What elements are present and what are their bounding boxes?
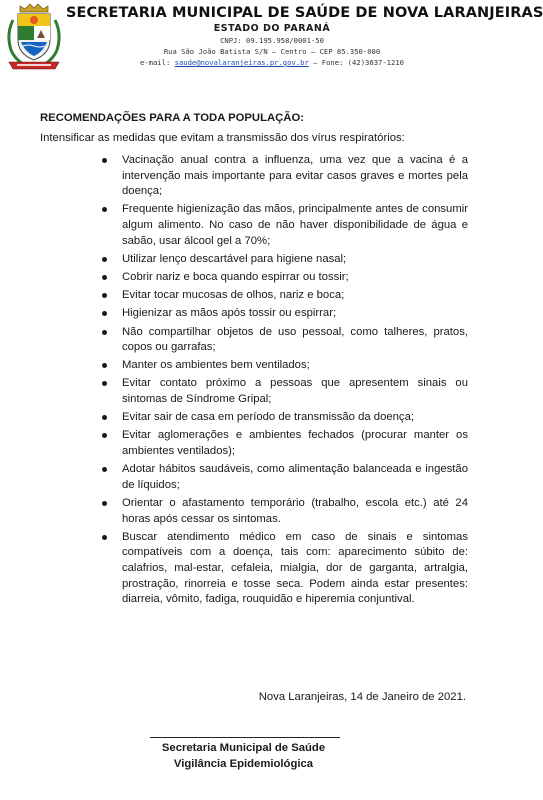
list-item-text: Não compartilhar objetos de uso pessoal, como talheres, pratos, copos ou garrafas; [122,325,468,354]
list-item [100,358,468,374]
recommendations-list [100,153,468,610]
list-item-text: Buscar atendimento médico em caso de sinais e sintomas compatíveis com a doença, tais com: aparecimento súbito de: calafrios, mal-estar, cefaleia, mialgia, dor de garganta, artralgia, prostração, rinorreia e tosse seca. Podem ainda estar presentes: diarreia, vômito, fadiga, rouquidão e hiperemia conjuntival. [122,530,468,606]
list-item [100,270,468,286]
signature-department: Secretaria Municipal de Saúde [161,742,326,754]
letterhead [66,4,543,68]
signature-unit: Vigilância Epidemiológica [173,758,314,770]
bullet-icon [102,293,107,298]
list-item [100,530,468,608]
list-item [100,410,468,426]
letterhead-contact [66,57,478,68]
list-item [100,306,468,322]
bullet-icon [102,311,107,316]
letterhead-address: Rua São João Batista S/N – Centro – CEP 85.350-000 [163,47,381,56]
list-item-text: Utilizar lenço descartável para higiene nasal; [122,252,347,265]
list-item-text: Adotar hábitos saudáveis, como alimentação balanceada e ingestão de líquidos; [122,463,468,491]
bullet-icon [102,381,107,386]
bullet-icon [102,363,107,368]
bullet-icon [102,257,107,262]
bullet-icon [102,467,107,472]
list-item [100,252,468,268]
list-item-text: Evitar contato próximo a pessoas que apresentem sinais ou sintomas de Síndrome Gripal; [122,377,468,406]
bullet-icon [102,501,107,506]
bullet-icon [102,433,107,438]
list-item-text: Evitar aglomerações e ambientes fechados (procurar manter os ambientes ventilados); [122,429,468,458]
bullet-icon [102,207,107,212]
list-item [100,288,468,304]
letterhead-state: ESTADO DO PARANÁ [213,23,331,34]
list-item-text: Manter os ambientes bem ventilados; [122,359,310,372]
list-item [100,153,468,200]
letterhead-title: SECRETARIA MUNICIPAL DE SAÚDE DE NOVA LARANJEIRAS [66,5,543,21]
date-line: Nova Laranjeiras, 14 de Janeiro de 2021. [258,691,466,703]
coat-of-arms-icon [3,2,65,72]
bullet-icon [102,330,107,335]
list-item-text: Evitar tocar mucosas de olhos, nariz e boca; [122,289,345,302]
list-item-text: Evitar sair de casa em período de transmissão da doença; [122,411,414,424]
bullet-icon [102,535,107,540]
phone-text: – Fone: (42)3637-1210 [308,58,404,67]
list-item [100,325,468,356]
signature-rule [150,737,340,738]
list-item [100,376,468,407]
list-item [100,428,468,459]
email-label: e-mail: [140,58,175,67]
list-item [100,462,468,493]
letterhead-cnpj: CNPJ: 09.195.958/0001-50 [220,36,324,45]
bullet-icon [102,275,107,280]
list-item [100,202,468,249]
bullet-icon [102,415,107,420]
list-item-text: Higienizar as mãos após tossir ou espirrar; [122,307,337,320]
email-link[interactable]: saude@novalaranjeiras.pr.gov.br [174,58,309,67]
bullet-icon [102,158,107,163]
intro-text: Intensificar as medidas que evitam a transmissão dos vírus respiratórios: [40,132,405,144]
list-item [100,496,468,527]
list-item-text: Vacinação anual contra a influenza, uma vez que a vacina é a intervenção mais importante para evitar casos graves e mortes pela doença; [122,154,468,198]
section-title: RECOMENDAÇÕES PARA A TODA POPULAÇÃO: [40,112,305,124]
list-item-text: Cobrir nariz e boca quando espirrar ou tossir; [122,270,349,283]
list-item-text: Frequente higienização das mãos, principalmente antes de consumir algum alimento. No caso de não haver disponibilidade de água e sabão, usar álcool gel a 70%; [122,203,468,247]
list-item-text: Orientar o afastamento temporário (trabalho, escola etc.) até 24 horas após cessar os sintomas. [122,497,468,525]
